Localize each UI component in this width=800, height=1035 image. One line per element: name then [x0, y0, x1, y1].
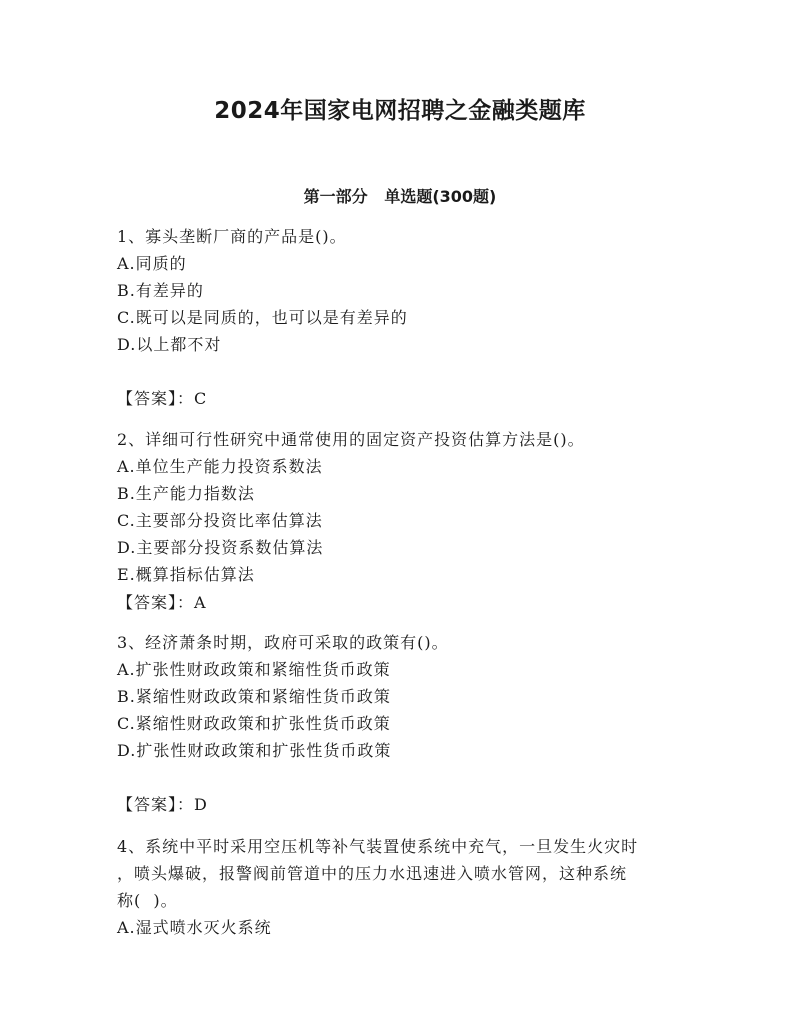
question-2-option-e: E.概算指标估算法	[117, 565, 255, 584]
question-2-option-d: D.主要部分投资系数估算法	[117, 538, 324, 557]
question-1-option-a: A.同质的	[117, 254, 187, 273]
question-4-stem-line-1: 4、系统中平时采用空压机等补气装置使系统中充气，一旦发生火灾时	[117, 837, 639, 856]
question-2-answer: 【答案】：A	[117, 593, 207, 612]
question-4-stem-line-3: 称( )。	[117, 891, 178, 910]
question-3-option-b: B.紧缩性财政政策和紧缩性货币政策	[117, 687, 391, 706]
question-3-option-c: C.紧缩性财政政策和扩张性货币政策	[117, 714, 391, 733]
question-2-option-c: C.主要部分投资比率估算法	[117, 511, 323, 530]
question-3-stem: 3、经济萧条时期，政府可采取的政策有()。	[117, 633, 449, 652]
question-1-option-c: C.既可以是同质的，也可以是有差异的	[117, 308, 408, 327]
question-2-option-b: B.生产能力指数法	[117, 484, 255, 503]
question-3-answer: 【答案】：D	[117, 795, 208, 814]
question-1-option-b: B.有差异的	[117, 281, 204, 300]
question-1-stem: 1、寡头垄断厂商的产品是()。	[117, 227, 347, 246]
question-2-stem: 2、详细可行性研究中通常使用的固定资产投资估算方法是()。	[117, 430, 585, 449]
question-3-option-d: D.扩张性财政政策和扩张性货币政策	[117, 741, 392, 760]
question-2-option-a: A.单位生产能力投资系数法	[117, 457, 323, 476]
question-4-stem-line-2: ，喷头爆破，报警阀前管道中的压力水迅速进入喷水管网，这种系统	[117, 864, 628, 883]
question-1-answer: 【答案】：C	[117, 389, 208, 408]
section-heading: 第一部分 单选题(300题)	[303, 187, 497, 206]
question-3-option-a: A.扩张性财政政策和紧缩性货币政策	[117, 660, 391, 679]
question-1-option-d: D.以上都不对	[117, 335, 222, 354]
document-title: 2024年国家电网招聘之金融类题库	[214, 98, 586, 124]
question-4-option-a: A.湿式喷水灭火系统	[117, 918, 272, 937]
